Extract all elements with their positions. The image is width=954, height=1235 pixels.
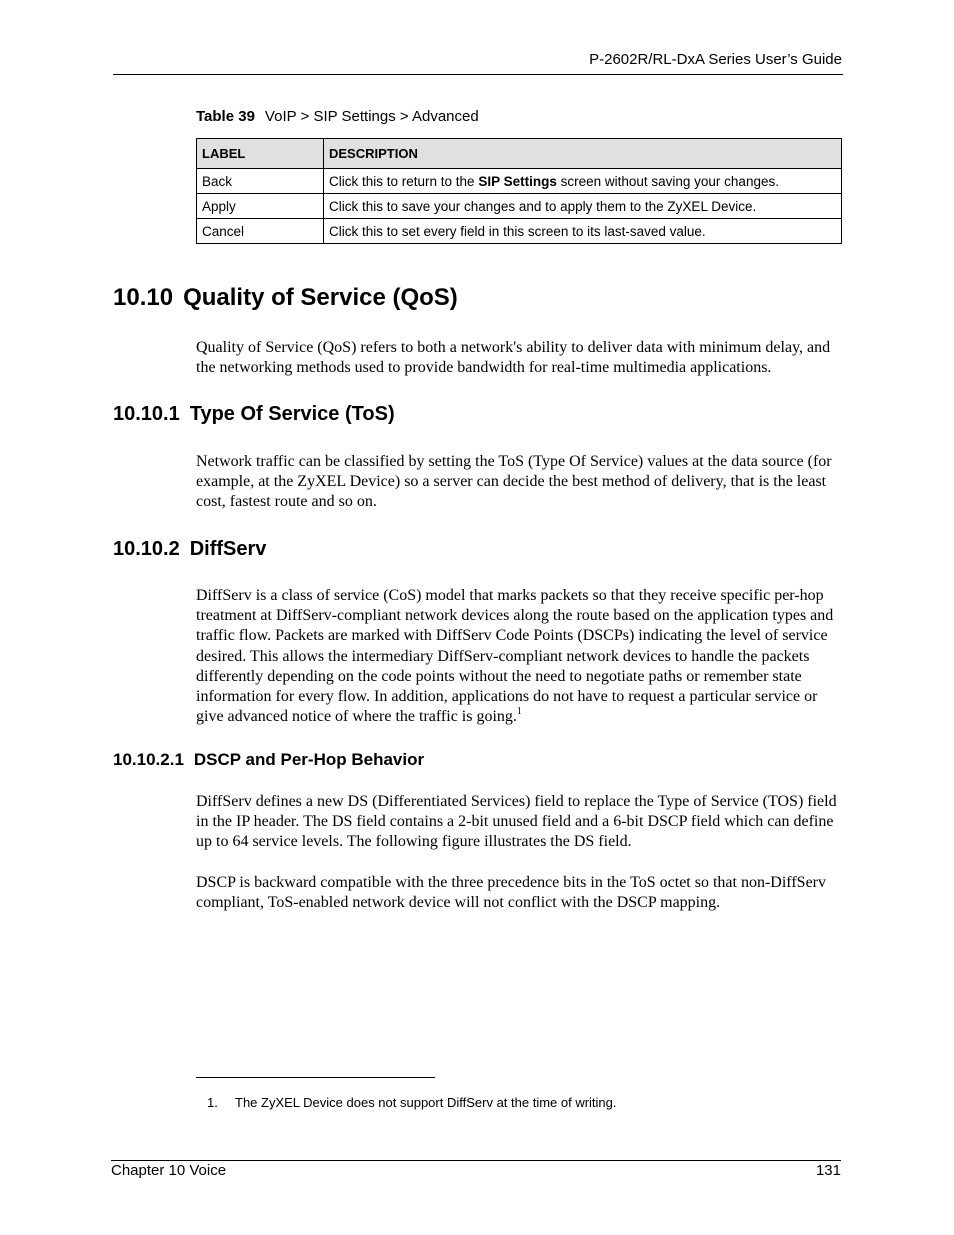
table-row xyxy=(197,219,842,244)
row-label: Apply xyxy=(197,194,324,219)
section-heading-dscp xyxy=(113,750,424,770)
table-header-row xyxy=(197,139,842,169)
section-number: 10.10.1 xyxy=(113,403,180,425)
section-title: DSCP and Per-Hop Behavior xyxy=(193,750,425,769)
section-heading-qos xyxy=(113,284,458,312)
description-text: screen without saving your changes. xyxy=(556,173,779,189)
table-row xyxy=(197,169,842,194)
table-caption-label: Table 39 xyxy=(196,108,255,125)
paragraph-diffserv xyxy=(196,586,846,727)
footer-rule xyxy=(111,1160,841,1161)
running-header: P-2602R/RL-DxA Series User’s Guide xyxy=(589,51,842,68)
row-description: Click this to set every field in this screen to its last-saved value. xyxy=(324,219,842,244)
row-description xyxy=(324,169,842,194)
page-number: 131 xyxy=(815,1162,841,1179)
section-heading-tos xyxy=(113,403,395,426)
paragraph-tos: Network traffic can be classified by setting the ToS (Type Of Service) values at the data source (for example, at the ZyXEL Device) so a server can decide the best method of delivery, that is the least cost, fastest route and so on. xyxy=(196,453,832,511)
footnote xyxy=(207,1095,617,1110)
paragraph-dscp-1: DiffServ defines a new DS (Differentiated Services) field to replace the Type of Service (TOS) field in the IP header. The DS field contains a 2-bit unused field and a 6-bit DSCP field which can define up to 64 service levels. The following figure illustrates the DS field. xyxy=(196,793,837,851)
row-description: Click this to save your changes and to apply them to the ZyXEL Device. xyxy=(324,194,842,219)
section-title: Type Of Service (ToS) xyxy=(189,403,395,425)
footnote-text: The ZyXEL Device does not support DiffServ at the time of writing. xyxy=(235,1095,617,1110)
footnote-number: 1. xyxy=(207,1095,218,1110)
section-number: 10.10.2 xyxy=(113,538,180,560)
column-header-description: DESCRIPTION xyxy=(324,139,842,169)
table-caption-text: VoIP > SIP Settings > Advanced xyxy=(264,108,479,125)
column-header-label: LABEL xyxy=(197,139,324,169)
table-row xyxy=(197,194,842,219)
section-heading-diffserv xyxy=(113,538,266,561)
footnote-reference[interactable]: 1 xyxy=(516,706,522,718)
paragraph-text: DiffServ is a class of service (CoS) model that marks packets so that they receive specific per-hop treatment at DiffServ-compliant network devices along the route based on the application types and traffic flow. Packets are marked with DiffServ Code Points (DSCPs) indicating the level of service desired. This allows the intermediary DiffServ-compliant network devices to handle the packets differently depending on the code points without the need to negotiate paths or remember state information for every flow. In addition, applications do not have to request a particular service or give advanced notice of where the traffic is going. xyxy=(196,587,834,726)
table-caption xyxy=(196,108,479,125)
footnote-rule xyxy=(196,1077,435,1078)
paragraph-qos: Quality of Service (QoS) refers to both a network's ability to deliver data with minimum delay, and the networking methods used to provide bandwidth for real-time multimedia applications. xyxy=(196,339,831,377)
header-rule xyxy=(113,74,843,75)
footer-chapter: Chapter 10 Voice xyxy=(111,1162,227,1179)
section-number: 10.10.2.1 xyxy=(113,750,184,769)
section-title: Quality of Service (QoS) xyxy=(183,284,458,311)
row-label: Cancel xyxy=(197,219,324,244)
settings-table xyxy=(196,138,842,244)
description-bold-text: SIP Settings xyxy=(478,173,557,189)
description-text: Click this to return to the xyxy=(329,173,479,189)
section-number: 10.10 xyxy=(113,284,174,311)
section-title: DiffServ xyxy=(189,538,267,560)
row-label: Back xyxy=(197,169,324,194)
paragraph-dscp-2: DSCP is backward compatible with the three precedence bits in the ToS octet so that non-DiffServ compliant, ToS-enabled network device will not conflict with the DSCP mapping. xyxy=(196,874,826,912)
